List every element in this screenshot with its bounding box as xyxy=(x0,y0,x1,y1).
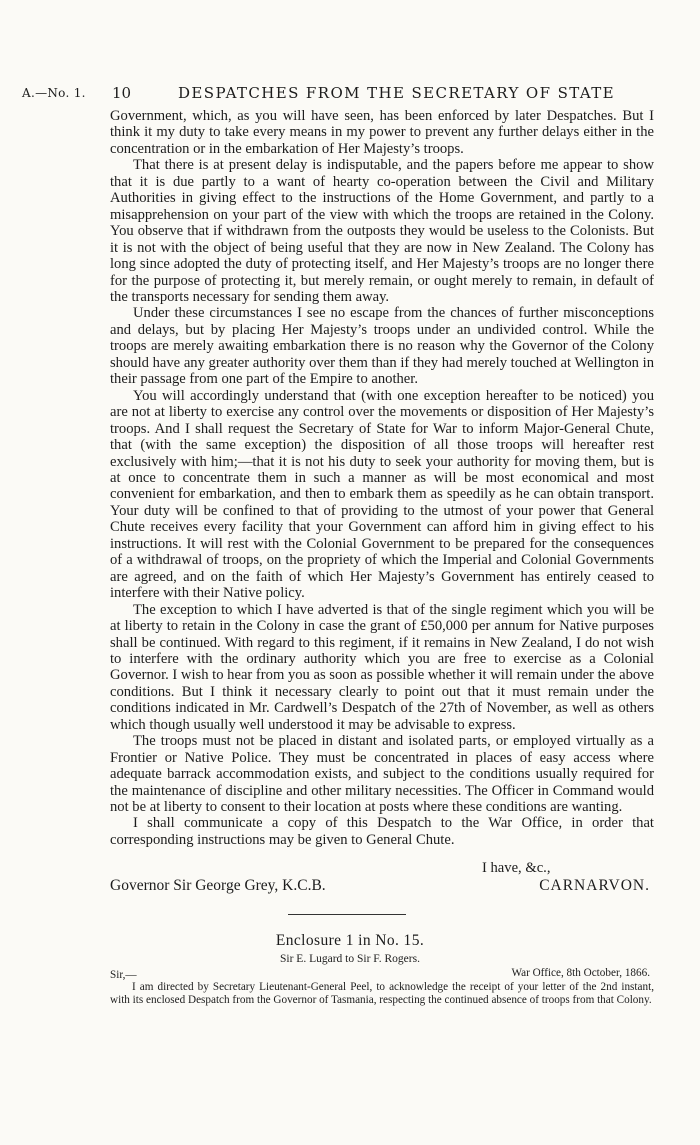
paragraph: The troops must not be placed in distant and isolated parts, or employed virtually as a Frontier or Native Police. They must be concentrated in places of easy access where adequate barrack accommodation exists, and subject to the conditions usually required for the maintenance of discipline and other military necessities. The Officer in Command would not be at liberty to consent to their location at posts where these conditions are wanting. xyxy=(110,733,654,816)
dateline: War Office, 8th October, 1866. xyxy=(511,967,650,979)
paragraph: Government, which, as you will have seen, has been enforced by later Despatches. But I think it my duty to take every means in my power to prevent any further delays either in the concentration or in the embarkation of Her Majesty’s troops. xyxy=(110,108,654,157)
running-header xyxy=(22,84,662,104)
enclosure-body: I am directed by Secretary Lieutenant-General Peel, to acknowledge the receipt of your letter of the 2nd instant, with its enclosed Despatch from the Governor of Tasmania, respecting the continued absence of troops from that Colony. xyxy=(110,981,654,1007)
complimentary-close: I have, &c., xyxy=(482,860,551,876)
enclosure-title: Enclosure 1 in No. 15. xyxy=(275,932,425,949)
parliamentary-paper-reference: A.—No. 1. xyxy=(22,86,86,100)
running-title: DESPATCHES FROM THE SECRETARY OF STATE xyxy=(178,84,616,102)
section-divider xyxy=(288,914,406,915)
paragraph: That there is at present delay is indisputable, and the papers before me appear to show that it is due partly to a want of hearty co-operation between the Civil and Military Authorities in giving effect to the instructions of the Home Government, and partly to a misapprehension on your part of the view with which the troops are retained in the Colony. You observe that if withdrawn from the outposts they would be useless to the Colonists. But it is not with the object of being useful that they are now in New Zealand. The Colony has long since adopted the duty of protecting itself, and Her Majesty’s troops are no longer there for the purpose of protecting it, but merely remain, or ought merely to remain, in default of the transports necessary for sending them away. xyxy=(110,157,654,305)
salutation: Sir,— xyxy=(110,969,137,981)
despatch-body xyxy=(110,108,654,848)
addressee: Governor Sir George Grey, K.C.B. xyxy=(110,877,326,894)
page-number: 10 xyxy=(112,84,132,102)
paragraph: The exception to which I have adverted is that of the single regiment which you will be at liberty to retain in the Colony in case the grant of £50,000 per annum for Native purposes shall be continued. With regard to this regiment, if it remains in New Zealand, I do not wish to interfere with the ordinary authority which you are free to exercise as a Colonial Governor. I wish to hear from you as soon as possible whether it will remain under the above conditions. But I think it necessary clearly to point out that it must remain under the conditions indicated in Mr. Cardwell’s Despatch of the 27th of November, as well as others which though usually well understood it may be advisable to express. xyxy=(110,601,654,733)
despatch-closing xyxy=(110,860,654,920)
paragraph: Under these circumstances I see no escape from the chances of further misconceptions and delays, but by placing Her Majesty’s troops under an undivided control. While the troops are merely awaiting embarkation there is no reason why the Governor of the Colony should have any greater authority over them than if they had merely touched at Wellington in their passage from one part of the Empire to another. xyxy=(110,305,654,388)
enclosure-from-to: Sir E. Lugard to Sir F. Rogers. xyxy=(280,953,420,965)
paragraph: You will accordingly understand that (with one exception hereafter to be noticed) you are not at liberty to exercise any control over the movements or disposition of Her Majesty’s troops. And I shall request the Secretary of State for War to inform Major-General Chute, that (with the same exception) the disposition of all those troops will hereafter rest exclusively with him;—that it is not his duty to seek your authority for moving them, but is at once to concentrate them in such a manner as will be most economical and most convenient for embarkation, and then to embark them as speedily as he can obtain transport. Your duty will be confined to that of providing to the utmost of your power that General Chute receives every facility that your Government can afford him in giving effect to his instructions. It will rest with the Colonial Government to be prepared for the consequences of a withdrawal of troops, on the propriety of which the Imperial and Colonial Governments are agreed, and on the faith of which Her Majesty’s Government has entirely ceased to interfere with their Native policy. xyxy=(110,387,654,602)
signature: CARNARVON. xyxy=(539,877,650,894)
paragraph: I shall communicate a copy of this Despatch to the War Office, in order that corresponding instructions may be given to General Chute. xyxy=(110,815,654,848)
